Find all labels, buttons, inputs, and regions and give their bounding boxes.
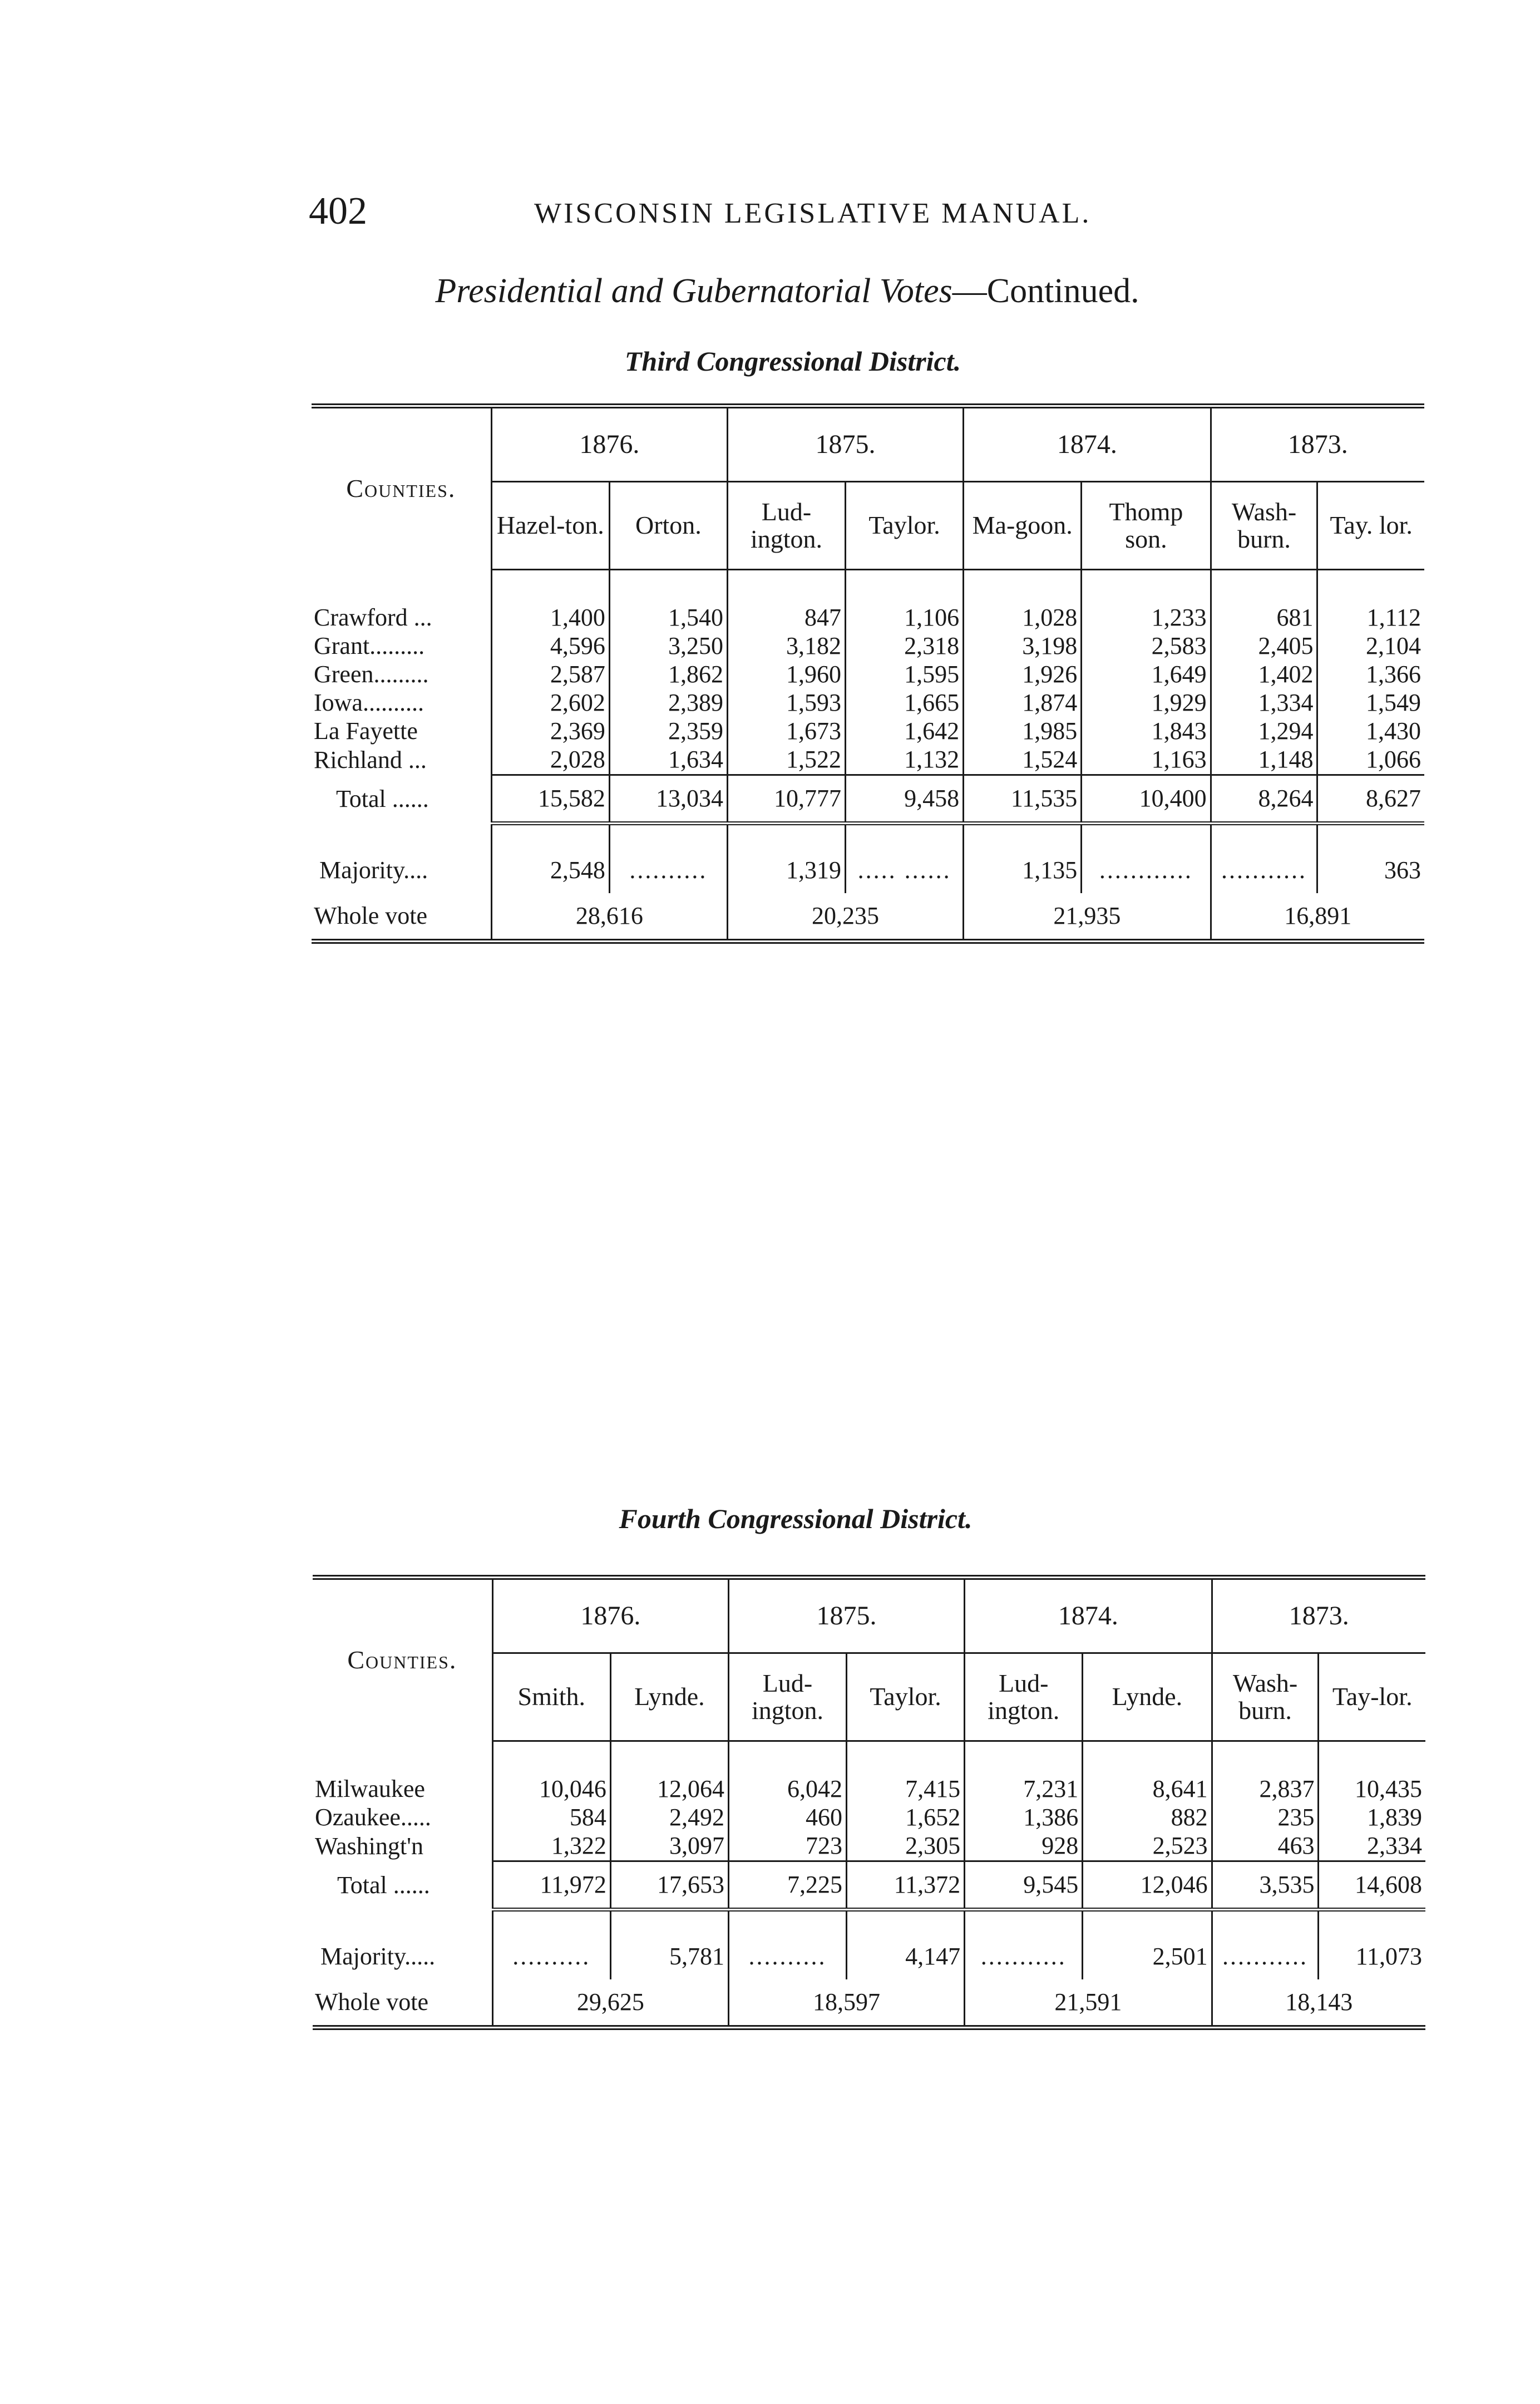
county-name: Crawford ... xyxy=(314,604,432,632)
fourth-district-table xyxy=(313,1575,1425,2030)
vote-cell: 1,652 xyxy=(847,1804,965,1832)
total-cell: 10,777 xyxy=(727,775,845,824)
counties-header: Counties. xyxy=(313,1578,492,1741)
total-cell: 13,034 xyxy=(609,775,727,824)
table-row xyxy=(313,1832,1425,1861)
county-name: La Fayette xyxy=(314,717,418,745)
total-cell: 11,972 xyxy=(492,1861,610,1910)
vote-cell: 3,182 xyxy=(727,632,845,661)
total-cell: 15,582 xyxy=(491,775,609,824)
vote-cell: 1,926 xyxy=(964,661,1082,689)
whole-vote-row xyxy=(312,893,1424,942)
majority-label: Majority..... xyxy=(320,1942,436,1970)
county-name: Green......... xyxy=(314,661,429,688)
total-cell: 8,264 xyxy=(1211,775,1317,824)
counties-header: Counties. xyxy=(312,406,491,570)
page-header xyxy=(309,189,1232,239)
vote-cell: 1,960 xyxy=(727,661,845,689)
vote-cell: 1,386 xyxy=(965,1804,1083,1832)
vote-cell: 1,524 xyxy=(964,746,1082,775)
whole-vote-cell: 18,143 xyxy=(1212,1979,1425,2028)
candidate-header: Taylor. xyxy=(847,1653,965,1741)
candidate-header: Tay. lor. xyxy=(1317,482,1424,570)
year-header: 1876. xyxy=(492,1578,728,1653)
total-cell: 7,225 xyxy=(728,1861,846,1910)
vote-cell: 2,334 xyxy=(1319,1832,1425,1861)
whole-vote-cell: 16,891 xyxy=(1211,893,1424,942)
third-district-title: Third Congressional District. xyxy=(624,346,961,377)
vote-cell: 1,400 xyxy=(491,604,609,632)
whole-vote-cell: 18,597 xyxy=(728,1979,964,2028)
total-label: Total ...... xyxy=(337,1871,430,1899)
vote-cell: 1,929 xyxy=(1082,689,1211,717)
total-cell: 10,400 xyxy=(1082,775,1211,824)
vote-cell: 3,198 xyxy=(964,632,1082,661)
majority-cell: 1,319 xyxy=(727,848,845,893)
majority-cell: 2,501 xyxy=(1083,1934,1212,1979)
vote-cell: 1,985 xyxy=(964,717,1082,746)
vote-cell: 2,523 xyxy=(1083,1832,1212,1861)
vote-cell: 847 xyxy=(727,604,845,632)
majority-cell: ............ xyxy=(1082,848,1211,893)
county-name: Milwaukee xyxy=(315,1775,425,1803)
candidate-header: Thomp son. xyxy=(1082,482,1211,570)
table-row xyxy=(312,661,1424,689)
whole-vote-label: Whole vote xyxy=(312,893,491,942)
candidate-header: Hazel-ton. xyxy=(491,482,609,570)
total-cell: 12,046 xyxy=(1083,1861,1212,1910)
vote-cell: 3,250 xyxy=(609,632,727,661)
majority-label: Majority.... xyxy=(319,856,428,884)
table-row xyxy=(312,689,1424,717)
total-cell: 11,372 xyxy=(847,1861,965,1910)
vote-cell: 723 xyxy=(728,1832,846,1861)
vote-cell: 3,097 xyxy=(610,1832,728,1861)
table-row xyxy=(312,746,1424,775)
vote-cell: 1,112 xyxy=(1317,604,1424,632)
vote-cell: 2,837 xyxy=(1212,1775,1319,1804)
vote-cell: 1,148 xyxy=(1211,746,1317,775)
table-row xyxy=(313,1804,1425,1832)
vote-cell: 10,046 xyxy=(492,1775,610,1804)
majority-row xyxy=(312,848,1424,893)
county-name: Grant......... xyxy=(314,632,425,660)
whole-vote-cell: 20,235 xyxy=(727,893,963,942)
page-number: 402 xyxy=(309,190,367,233)
vote-cell: 2,492 xyxy=(610,1804,728,1832)
whole-vote-row xyxy=(313,1979,1425,2028)
candidate-header: Lud-ington. xyxy=(965,1653,1083,1741)
vote-cell: 1,649 xyxy=(1082,661,1211,689)
total-row xyxy=(313,1861,1425,1910)
vote-cell: 1,522 xyxy=(727,746,845,775)
majority-cell: ........... xyxy=(965,1934,1083,1979)
county-name: Iowa.......... xyxy=(314,689,424,717)
vote-cell: 1,843 xyxy=(1082,717,1211,746)
subtitle-italic: Presidential and Gubernatorial Votes xyxy=(435,272,952,310)
vote-cell: 882 xyxy=(1083,1804,1212,1832)
table-row xyxy=(312,717,1424,746)
majority-cell: .......... xyxy=(728,1934,846,1979)
vote-cell: 235 xyxy=(1212,1804,1319,1832)
vote-cell: 2,359 xyxy=(609,717,727,746)
vote-cell: 1,595 xyxy=(846,661,964,689)
vote-cell: 584 xyxy=(492,1804,610,1832)
candidate-header: Taylor. xyxy=(846,482,964,570)
candidate-header: Lud-ington. xyxy=(727,482,845,570)
majority-cell: 11,073 xyxy=(1319,1934,1425,1979)
section-subtitle xyxy=(309,272,1266,311)
third-district-table xyxy=(312,403,1424,944)
candidate-header: Ma-goon. xyxy=(964,482,1082,570)
table-row xyxy=(312,632,1424,661)
majority-cell: 4,147 xyxy=(847,1934,965,1979)
vote-cell: 1,642 xyxy=(846,717,964,746)
whole-vote-cell: 21,935 xyxy=(964,893,1211,942)
vote-cell: 1,593 xyxy=(727,689,845,717)
candidate-header: Wash-burn. xyxy=(1212,1653,1319,1741)
vote-cell: 2,583 xyxy=(1082,632,1211,661)
county-name: Ozaukee..... xyxy=(315,1804,431,1831)
vote-cell: 1,634 xyxy=(609,746,727,775)
county-name: Washingt'n xyxy=(315,1832,424,1860)
vote-cell: 1,028 xyxy=(964,604,1082,632)
running-title: WISCONSIN LEGISLATIVE MANUAL. xyxy=(534,198,1092,229)
total-cell: 11,535 xyxy=(964,775,1082,824)
vote-cell: 928 xyxy=(965,1832,1083,1861)
candidate-header: Smith. xyxy=(492,1653,610,1741)
year-header: 1874. xyxy=(964,406,1211,482)
vote-cell: 7,231 xyxy=(965,1775,1083,1804)
vote-cell: 2,104 xyxy=(1317,632,1424,661)
total-cell: 9,545 xyxy=(965,1861,1083,1910)
total-row xyxy=(312,775,1424,824)
majority-cell: ........... xyxy=(1212,1934,1319,1979)
vote-cell: 1,132 xyxy=(846,746,964,775)
vote-cell: 1,334 xyxy=(1211,689,1317,717)
vote-cell: 2,587 xyxy=(491,661,609,689)
candidate-header: Tay-lor. xyxy=(1319,1653,1425,1741)
whole-vote-label: Whole vote xyxy=(313,1979,492,2028)
vote-cell: 2,369 xyxy=(491,717,609,746)
majority-cell: 2,548 xyxy=(491,848,609,893)
table-row xyxy=(312,604,1424,632)
majority-row xyxy=(313,1934,1425,1979)
vote-cell: 1,106 xyxy=(846,604,964,632)
vote-cell: 1,839 xyxy=(1319,1804,1425,1832)
total-label: Total ...... xyxy=(336,785,429,812)
vote-cell: 1,322 xyxy=(492,1832,610,1861)
candidate-header: Lud-ington. xyxy=(728,1653,846,1741)
candidate-header: Lynde. xyxy=(610,1653,728,1741)
year-header: 1875. xyxy=(727,406,963,482)
vote-cell: 1,549 xyxy=(1317,689,1424,717)
whole-vote-cell: 28,616 xyxy=(491,893,727,942)
total-cell: 3,535 xyxy=(1212,1861,1319,1910)
majority-cell: ........... xyxy=(1211,848,1317,893)
whole-vote-cell: 29,625 xyxy=(492,1979,728,2028)
vote-cell: 460 xyxy=(728,1804,846,1832)
candidate-header: Orton. xyxy=(609,482,727,570)
vote-cell: 1,665 xyxy=(846,689,964,717)
vote-cell: 10,435 xyxy=(1319,1775,1425,1804)
table-row xyxy=(313,1775,1425,1804)
total-cell: 8,627 xyxy=(1317,775,1424,824)
majority-cell: .......... xyxy=(609,848,727,893)
vote-cell: 463 xyxy=(1212,1832,1319,1861)
candidate-header: Wash-burn. xyxy=(1211,482,1317,570)
county-name: Richland ... xyxy=(314,746,427,774)
vote-cell: 1,233 xyxy=(1082,604,1211,632)
vote-cell: 6,042 xyxy=(728,1775,846,1804)
majority-cell: 363 xyxy=(1317,848,1424,893)
year-header: 1875. xyxy=(728,1578,964,1653)
year-header: 1873. xyxy=(1212,1578,1425,1653)
year-header: 1876. xyxy=(491,406,727,482)
vote-cell: 2,602 xyxy=(491,689,609,717)
vote-cell: 1,163 xyxy=(1082,746,1211,775)
vote-cell: 2,389 xyxy=(609,689,727,717)
vote-cell: 1,540 xyxy=(609,604,727,632)
vote-cell: 2,305 xyxy=(847,1832,965,1861)
majority-cell: 5,781 xyxy=(610,1934,728,1979)
vote-cell: 8,641 xyxy=(1083,1775,1212,1804)
vote-cell: 12,064 xyxy=(610,1775,728,1804)
vote-cell: 1,066 xyxy=(1317,746,1424,775)
vote-cell: 681 xyxy=(1211,604,1317,632)
majority-cell: .......... xyxy=(492,1934,610,1979)
vote-cell: 2,318 xyxy=(846,632,964,661)
fourth-district-title: Fourth Congressional District. xyxy=(619,1503,973,1534)
year-header: 1874. xyxy=(965,1578,1212,1653)
vote-cell: 1,862 xyxy=(609,661,727,689)
majority-cell: 1,135 xyxy=(964,848,1082,893)
vote-cell: 4,596 xyxy=(491,632,609,661)
total-cell: 9,458 xyxy=(846,775,964,824)
vote-cell: 2,028 xyxy=(491,746,609,775)
vote-cell: 1,366 xyxy=(1317,661,1424,689)
vote-cell: 1,673 xyxy=(727,717,845,746)
subtitle-continued: —Continued. xyxy=(952,272,1139,310)
year-header: 1873. xyxy=(1211,406,1424,482)
vote-cell: 2,405 xyxy=(1211,632,1317,661)
total-cell: 17,653 xyxy=(610,1861,728,1910)
total-cell: 14,608 xyxy=(1319,1861,1425,1910)
vote-cell: 1,430 xyxy=(1317,717,1424,746)
candidate-header: Lynde. xyxy=(1083,1653,1212,1741)
vote-cell: 1,402 xyxy=(1211,661,1317,689)
majority-cell: ..... ...... xyxy=(846,848,964,893)
vote-cell: 1,294 xyxy=(1211,717,1317,746)
vote-cell: 1,874 xyxy=(964,689,1082,717)
whole-vote-cell: 21,591 xyxy=(965,1979,1212,2028)
vote-cell: 7,415 xyxy=(847,1775,965,1804)
